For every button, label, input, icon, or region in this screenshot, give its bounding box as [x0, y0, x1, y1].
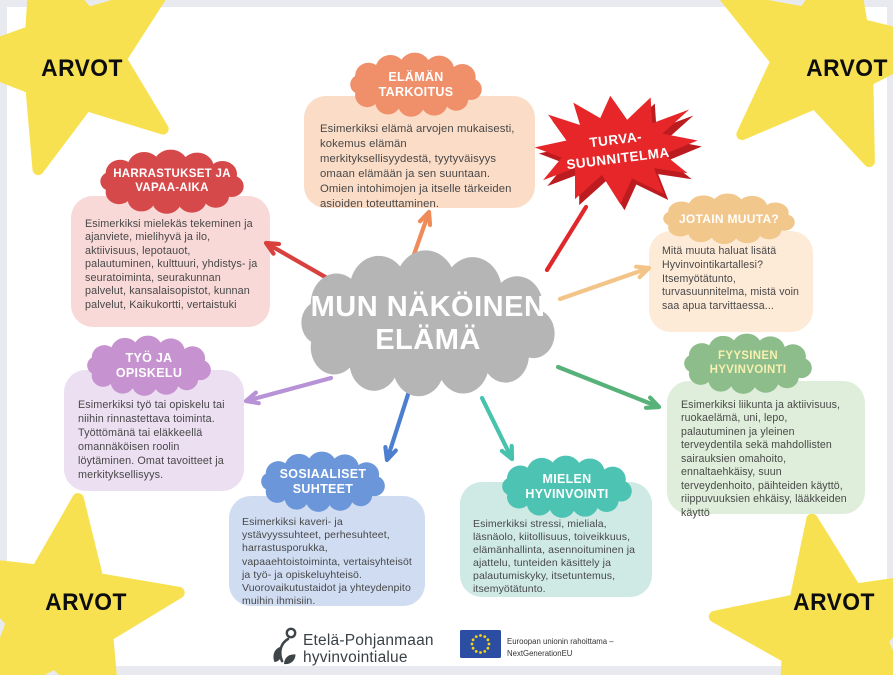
- cloud-label-fyysinen: FYYSINEN HYVINVOINTI: [709, 350, 787, 376]
- turvasuunnitelma-label: TURVA-SUUNNITELMA: [565, 129, 671, 173]
- cloud-harrastukset: [99, 149, 245, 215]
- eu-funding-line2: NextGenerationEU: [507, 648, 573, 658]
- org-name-line2: hyvinvointialue: [303, 649, 408, 667]
- node-body-mielen: Esimerkiksi stressi, mieliala, läsnäolo, kiitollisuus, toiveikkuus, elämänhallinta, asennoituminen ja ajattelu, tunteiden käsittely ja palautumiskyky, itsetuntemus, itsemyötätunto.: [473, 518, 636, 596]
- corner-star-label-bottom-left: ARVOT: [45, 589, 127, 616]
- node-body-elaman-tarkoitus: Esimerkiksi elämä arvojen mukaisesti, kokemus elämän merkityksellisyydestä, tyytyväisyys omaan elämään ja sen suuntaan. Omien intohimojen ja itselle tärkeiden asioiden toteuttaminen.: [320, 123, 515, 210]
- eu-funding-line1: Euroopan unionin rahoittama –: [507, 637, 614, 646]
- eu-funding-text: [507, 636, 614, 659]
- org-name: [303, 632, 434, 667]
- corner-star-label-top-right: ARVOT: [806, 55, 888, 82]
- corner-star-label-bottom-right: ARVOT: [793, 589, 875, 616]
- cloud-label-tyo-opiskelu: TYÖ JA OPISKELU: [115, 351, 183, 380]
- org-name-line1: Etelä-Pohjanmaan: [303, 632, 434, 649]
- cloud-label-jotain-muuta: JOTAIN MUUTA?: [678, 211, 780, 226]
- node-body-tyo-opiskelu: Esimerkiksi työ tai opiskelu tai niihin rinnastettava toiminta. Työttömänä tai eläkkeellä omannäköisen roolin löytäminen. Omat tavoitteet ja merkityksellisyys.: [78, 399, 225, 482]
- corner-star-label-top-left: ARVOT: [41, 55, 123, 82]
- cloud-tyo-opiskelu: [86, 335, 212, 397]
- cloud-jotain-muuta: [662, 193, 796, 245]
- cloud-label-harrastukset: HARRASTUKSET JA VAPAA-AIKA: [113, 168, 231, 194]
- cloud-label-elaman-tarkoitus: ELÄMÄN TARKOITUS: [378, 70, 454, 99]
- node-body-sosiaaliset: Esimerkiksi kaveri- ja ystävyyssuhteet, perhesuhteet, harrastusporukka, vapaaehtoistoiminta, vertaisyhteisöt ja työ- ja opiskeluyhteisö. Vuorovaikutustaidot ja yhteydenpito muihin ihmisiin.: [242, 516, 412, 608]
- node-body-jotain-muuta: Mitä muuta haluat lisätä Hyvinvointikartallesi? Itsemyötätunto, turvasuunnitelma, mistä voin saa apua tarvittaessa...: [662, 245, 800, 313]
- cloud-fyysinen: [683, 333, 813, 395]
- center-cloud-title: MUN NÄKÖINEN ELÄMÄ: [310, 290, 546, 356]
- node-body-harrastukset: Esimerkiksi mielekäs tekeminen ja ajanviete, mielihyvä ja ilo, aktiivisuus, lepotauot, palautuminen, kulttuuri, yhdistys- ja seuratoiminta, seurakunnan palvelut, kansalaisopistot, kunnan palvelut, Kaikukortti, vertaistuki: [85, 218, 258, 311]
- arrow-jotain-muuta: [560, 267, 649, 299]
- eu-flag-icon: [460, 630, 501, 658]
- arrow-mielen: [482, 398, 512, 459]
- cloud-label-mielen: MIELEN HYVINVOINTI: [525, 472, 609, 501]
- cloud-elaman-tarkoitus: [349, 52, 483, 118]
- turvasuunnitelma-starburst: [533, 94, 701, 206]
- center-cloud: [299, 249, 557, 399]
- cloud-mielen: [501, 455, 633, 519]
- sprout-icon: [271, 626, 301, 666]
- cloud-label-sosiaaliset: SOSIAALISET SUHTEET: [279, 467, 367, 496]
- arrow-fyysinen: [558, 367, 659, 408]
- node-body-fyysinen: Esimerkiksi liikunta ja aktiivisuus, ruokaelämä, uni, lepo, palautuminen ja yleinen terveydentila sekä mahdollisten sairauksien omahoito, ennaltaehkäisy, suun terveydenhoito, päihteiden käyttö, riippuvuuksien ehkäisy, lääkkeiden käyttö: [681, 399, 847, 519]
- cloud-sosiaaliset: [260, 451, 386, 513]
